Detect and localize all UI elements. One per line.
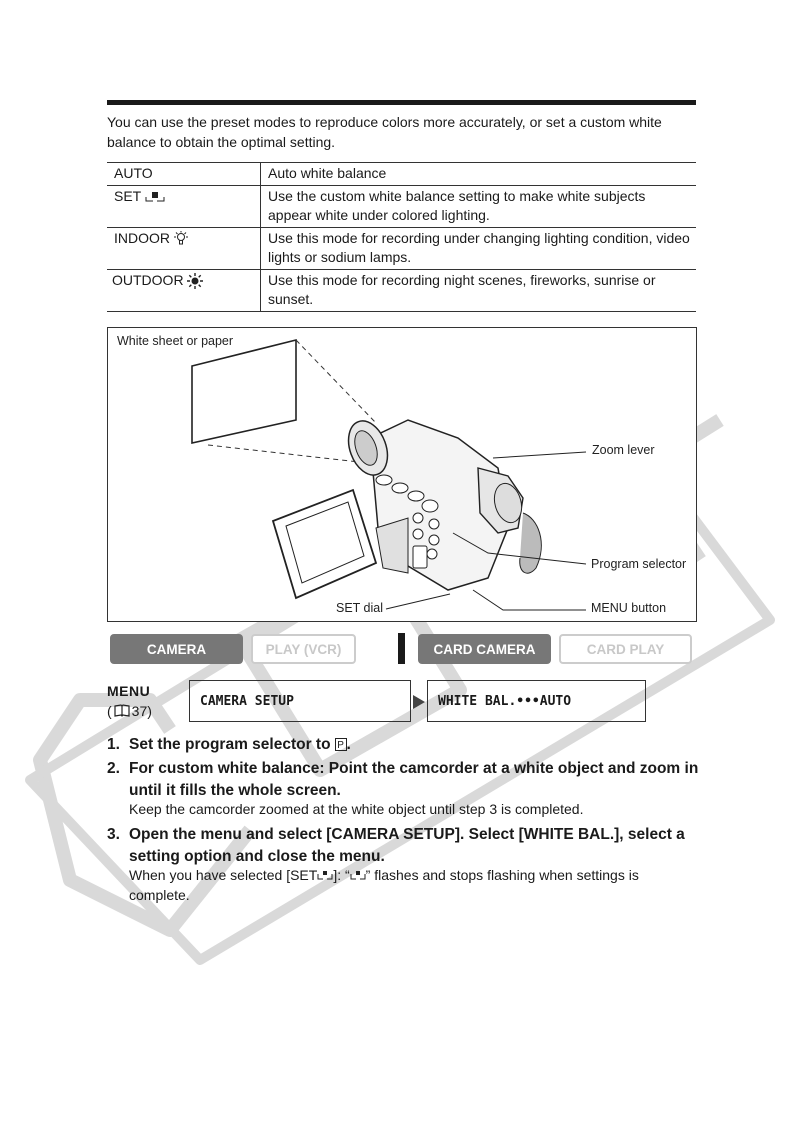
mode-name: OUTDOOR — [107, 270, 261, 312]
custom-wb-icon — [317, 870, 333, 881]
mode-description: Auto white balance — [261, 163, 697, 186]
table-row — [107, 270, 696, 312]
white-sheet-label: White sheet or paper — [117, 334, 234, 348]
camcorder-figure — [107, 327, 697, 622]
lcd-white-balance: WHITE BAL.•••AUTO — [427, 680, 646, 722]
mode-name: SET — [107, 186, 261, 228]
mode-play-vcr: PLAY (VCR) — [251, 634, 356, 664]
white-balance-modes-table — [107, 162, 696, 312]
program-selector-label: Program selector — [591, 557, 687, 571]
mode-description: Use this mode for recording night scenes, fireworks, sunrise or sunset. — [261, 270, 697, 312]
lcd-camera-setup: CAMERA SETUP — [189, 680, 411, 722]
book-icon — [114, 704, 130, 717]
intro-paragraph: You can use the preset modes to reproduce colors more accurately, or set a custom white balance to obtain the optimal setting. — [107, 114, 662, 150]
menu-button-label: MENU button — [591, 601, 667, 615]
table-row — [107, 186, 696, 228]
mode-separator — [398, 633, 405, 664]
custom-wb-icon — [144, 191, 166, 203]
sun-icon — [187, 273, 203, 289]
step-2-note: Keep the camcorder zoomed at the white object until step 3 is completed. — [129, 801, 584, 817]
program-p-icon: P — [335, 738, 347, 751]
mode-camera: CAMERA — [110, 634, 243, 664]
mode-card-camera: CARD CAMERA — [418, 634, 551, 664]
bulb-icon — [173, 231, 189, 247]
table-row — [107, 228, 696, 270]
arrow-right-icon — [412, 694, 426, 710]
section-rule — [107, 100, 696, 105]
step-3-note: When you have selected [SET ]: “ ” flashes and stops flashing when settings is complete. — [129, 867, 639, 903]
table-row — [107, 163, 696, 186]
mode-card-play: CARD PLAY — [559, 634, 692, 664]
set-dial-label: SET dial — [336, 601, 384, 615]
mode-description: Use the custom white balance setting to make white subjects appear white under colored lighting. — [261, 186, 697, 228]
camcorder-illustration — [108, 328, 696, 621]
mode-description: Use this mode for recording under changing lighting condition, video lights or sodium lamps. — [261, 228, 697, 270]
custom-wb-icon — [350, 870, 366, 881]
zoom-lever-label: Zoom lever — [592, 443, 655, 457]
menu-page-ref: ( 37) — [107, 703, 152, 719]
mode-name: INDOOR — [107, 228, 261, 270]
mode-name: AUTO — [107, 163, 261, 186]
menu-heading: MENU — [107, 683, 151, 699]
